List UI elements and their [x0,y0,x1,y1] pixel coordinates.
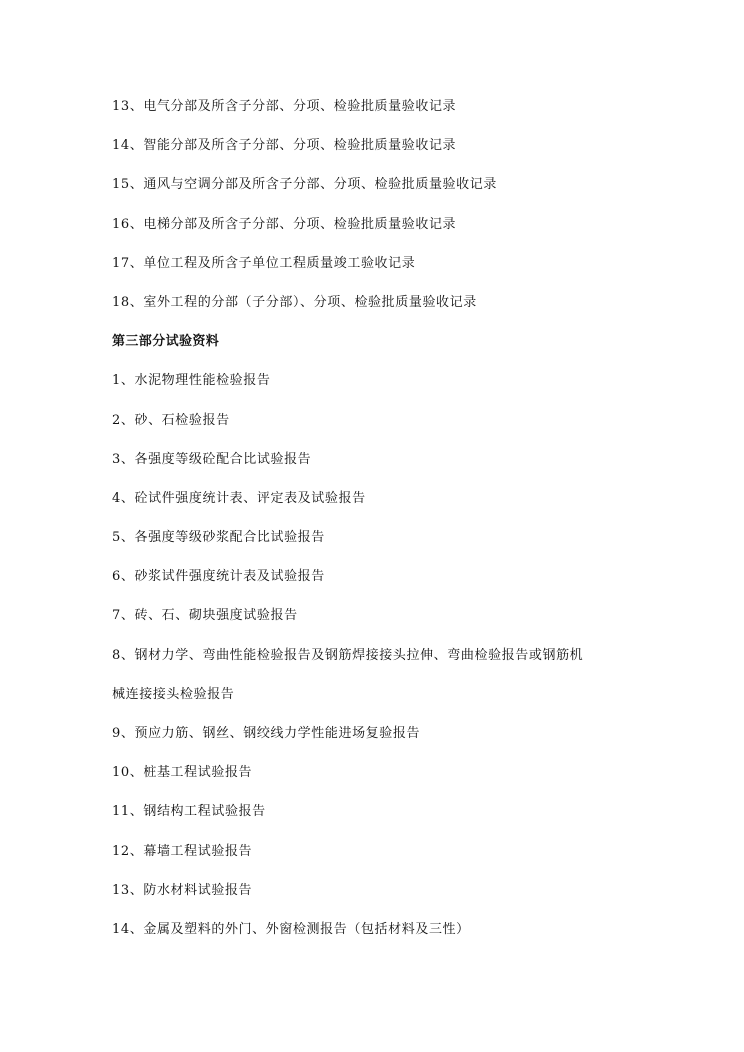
list-item: 16、电梯分部及所含子分部、分项、检验批质量验收记录 [112,216,457,232]
list-item-continuation: 械连接接头检验报告 [112,686,235,702]
list-item: 11、钢结构工程试验报告 [112,804,266,820]
list-item: 9、预应力筋、钢丝、钢绞线力学性能进场复验报告 [112,726,421,741]
section-heading: 第三部分试验资料 [112,334,220,350]
list-item: 15、通风与空调分部及所含子分部、分项、检验批质量验收记录 [112,177,497,193]
list-item: 6、砂浆试件强度统计表及试验报告 [112,569,325,585]
list-item: 10、桩基工程试验报告 [112,765,253,781]
list-item: 5、各强度等级砂浆配合比试验报告 [112,530,325,546]
list-item: 14、金属及塑料的外门、外窗检测报告（包括材料及三性） [112,921,470,937]
document-body [112,94,672,956]
list-item: 12、幕墙工程试验报告 [112,843,253,859]
list-item: 18、室外工程的分部（子分部）、分项、检验批质量验收记录 [112,294,477,310]
list-item: 7、砖、石、砌块强度试验报告 [112,608,298,624]
list-item: 17、单位工程及所含子单位工程质量竣工验收记录 [112,255,416,271]
list-item: 4、砼试件强度统计表、评定表及试验报告 [112,490,366,506]
list-item: 13、电气分部及所含子分部、分项、检验批质量验收记录 [112,99,457,114]
list-item: 14、智能分部及所含子分部、分项、检验批质量验收记录 [112,138,457,154]
list-item: 1、水泥物理性能检验报告 [112,373,271,389]
list-item: 2、砂、石检验报告 [112,412,230,428]
list-item: 13、防水材料试验报告 [112,882,253,898]
list-item: 3、各强度等级砼配合比试验报告 [112,451,312,467]
list-item: 8、钢材力学、弯曲性能检验报告及钢筋焊接接头拉伸、弯曲检验报告或钢筋机 [112,647,584,663]
